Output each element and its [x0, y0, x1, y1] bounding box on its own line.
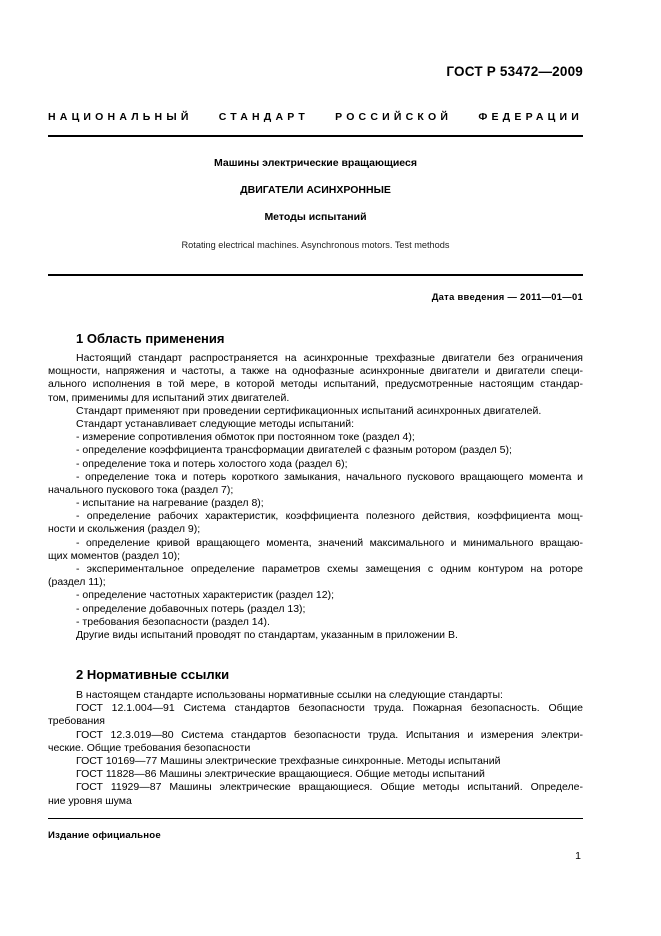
section-2-line: ГОСТ 12.1.004—91 Система стандартов безопасности труда. Пожарная безопасность. Общие [76, 702, 583, 715]
section-1-line: - требования безопасности (раздел 14). [76, 615, 270, 628]
introduction-date: Дата введения — 2011—01—01 [431, 291, 583, 302]
section-1-line: - измерение сопротивления обмоток при постоянном токе (раздел 4); [76, 431, 415, 444]
section-1-line: - определение тока и потерь холостого хода (раздел 6); [76, 457, 348, 470]
section-2-line: ние уровня шума [48, 794, 132, 807]
section-1-heading: 1 Область применения [76, 331, 225, 346]
section-1-line: (раздел 11); [48, 576, 106, 589]
section-2-body [48, 689, 583, 808]
section-2-line: В настоящем стандарте использованы нормативные ссылки на следующие стандарты: [76, 689, 503, 701]
section-1-line: - определение коэффициента трансформации двигателей с фазным ротором (раздел 5); [76, 444, 512, 457]
section-1-line: том, применимы для испытаний этих двигателей. [48, 391, 290, 404]
national-standard-banner: НАЦИОНАЛЬНЫЙ СТАНДАРТ РОССИЙСКОЙ ФЕДЕРАЦИИ [48, 111, 583, 123]
section-1-line: щих моментов (раздел 10); [48, 549, 181, 562]
section-2-line: ГОСТ 11929—87 Машины электрические вращающиеся. Общие методы испытаний. Определе- [76, 781, 583, 794]
section-1-line: Стандарт применяют при проведении сертификационных испытаний асинхронных двигателей. [76, 404, 542, 417]
section-1-line: ального исполнения в той мере, в которой методы испытаний, предусмотренные настоящим стандар- [48, 378, 583, 391]
english-title: Rotating electrical machines. Asynchronous motors. Test methods [181, 240, 450, 250]
section-2-line: ГОСТ 11828—86 Машины электрические вращающиеся. Общие методы испытаний [76, 768, 485, 781]
title-line-3: Методы испытаний [264, 211, 367, 223]
section-1-line: - определение кривой вращающего момента, значений максимального и минимального вращаю- [76, 536, 583, 549]
section-2-heading: 2 Нормативные ссылки [76, 667, 230, 682]
title-rule [48, 274, 583, 276]
section-1-line: Стандарт устанавливает следующие методы испытаний: [76, 417, 355, 430]
section-1-line: - определение рабочих характеристик, коэффициента полезного действия, коэффициента мощ- [76, 510, 583, 523]
title-line-1: Машины электрические вращающиеся [214, 157, 417, 169]
section-1-line: - определение частотных характеристик (раздел 12); [76, 589, 335, 602]
section-1-line: - экспериментальное определение параметров схемы замещения с одним контуром на роторе [76, 563, 583, 575]
official-edition-label: Издание официальное [48, 830, 161, 841]
page-number: 1 [575, 850, 581, 862]
title-line-2: ДВИГАТЕЛИ АСИНХРОННЫЕ [240, 184, 391, 196]
section-1-line: начального пускового тока (раздел 7); [48, 483, 234, 496]
header-rule [48, 135, 583, 137]
section-1-line: - определение добавочных потерь (раздел 13); [76, 602, 306, 615]
section-1-line: Настоящий стандарт распространяется на асинхронные трехфазные двигатели без ограничения [76, 352, 583, 364]
document-code: ГОСТ Р 53472—2009 [446, 64, 583, 79]
section-2-line: ческие. Общие требования безопасности [48, 741, 251, 754]
section-1-line: - определение тока и потерь короткого замыкания, начального пускового вращающего момента и [76, 470, 583, 483]
section-1-line: Другие виды испытаний проводят по стандартам, указанным в приложении В. [76, 628, 458, 641]
section-1-body [48, 352, 583, 642]
section-1-line: - испытание на нагревание (раздел 8); [76, 497, 264, 510]
section-1-line: ности и скольжения (раздел 9); [48, 523, 201, 536]
section-2-line: ГОСТ 12.3.019—80 Система стандартов безопасности труда. Испытания и измерения электри- [76, 728, 583, 741]
footer-rule [48, 818, 583, 819]
section-2-line: требования [48, 715, 105, 728]
section-2-line: ГОСТ 10169—77 Машины электрические трехфазные синхронные. Методы испытаний [76, 754, 501, 767]
section-1-line: мощности, напряжения и частоты, а также на однофазные асинхронные двигатели и двигатели специ- [48, 365, 583, 378]
